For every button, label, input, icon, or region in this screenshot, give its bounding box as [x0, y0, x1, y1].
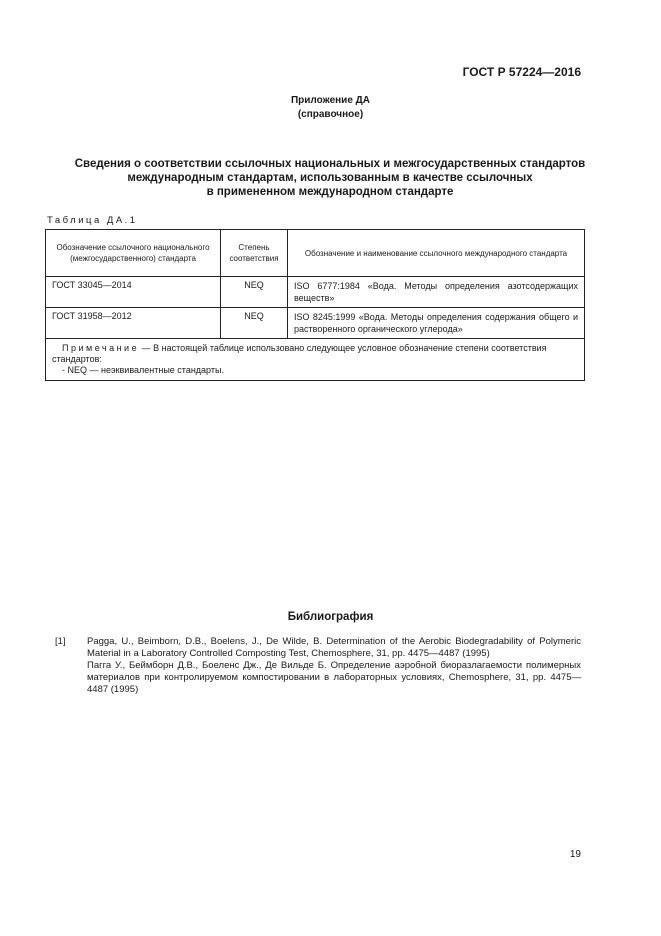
correspondence-table: [45, 229, 585, 381]
standard-designation: ГОСТ Р 57224—2016: [462, 65, 581, 79]
bibliography-entry-translation: Пагга У., Беймборн Д.В., Боеленс Дж., Де Вильде Б. Определение аэробной биоразлагаемости полимерных материалов при контролируемом компостировании в лабораторных условиях, Chemosphere, 31, pp. 4475—4487 (1995): [87, 660, 581, 695]
table-header-row: [46, 230, 585, 277]
note-prefix: Примечание: [62, 343, 140, 353]
table-row: [46, 277, 585, 308]
note-text: [52, 343, 578, 365]
national-standard-code: ГОСТ 33045—2014: [46, 277, 221, 308]
section-title-line: международным стандартам, использованным в качестве ссылочных: [127, 172, 533, 184]
table-label-text: Таблица ДА.1: [47, 215, 138, 226]
bibliography-entry-number: [1]: [55, 636, 66, 647]
national-standard-code: ГОСТ 31958—2012: [46, 308, 221, 339]
section-title: [50, 157, 610, 199]
page-number: 19: [569, 849, 581, 860]
correspondence-degree: NEQ: [221, 277, 288, 308]
table-note-row: [46, 339, 585, 381]
table-label: [47, 215, 138, 226]
note-body: — В настоящей таблице использовано следующее условное обозначение степени соответствия стандартов:: [52, 343, 547, 364]
bibliography-heading: Библиография: [287, 611, 374, 623]
appendix-subtitle: (справочное): [297, 109, 364, 120]
section-title-line: в примененном международном стандарте: [206, 186, 454, 198]
international-standard: ISO 6777:1984 «Вода. Методы определения азотсодержащих веществ»: [288, 277, 585, 308]
column-header: Степень соответствия: [221, 230, 288, 277]
bibliography-entry: [87, 636, 581, 696]
section-title-line: Сведения о соответствии ссылочных национальных и межгосударственных стандартов: [74, 158, 586, 170]
column-header: Обозначение и наименование ссылочного международного стандарта: [288, 230, 585, 277]
appendix-heading: [0, 94, 661, 122]
correspondence-degree: NEQ: [221, 308, 288, 339]
bibliography-entry-original: Pagga, U., Beimborn, D.B., Boelens, J., De Wilde, B. Determination of the Aerobic Biodegradability of Polymeric Material in a Laboratory Controlled Composting Test, Chemosphere, 31, pp. 4475—4487 (1995): [87, 636, 581, 659]
column-header: Обозначение ссылочного национального (межгосударственного) стандарта: [46, 230, 221, 277]
table-row: [46, 308, 585, 339]
table-note: [46, 339, 585, 381]
international-standard: ISO 8245:1999 «Вода. Методы определения содержания общего и растворенного органического углерода»: [288, 308, 585, 339]
note-item: - NEQ — неэквивалентные стандарты.: [62, 365, 224, 375]
appendix-title: Приложение ДА: [290, 95, 371, 106]
